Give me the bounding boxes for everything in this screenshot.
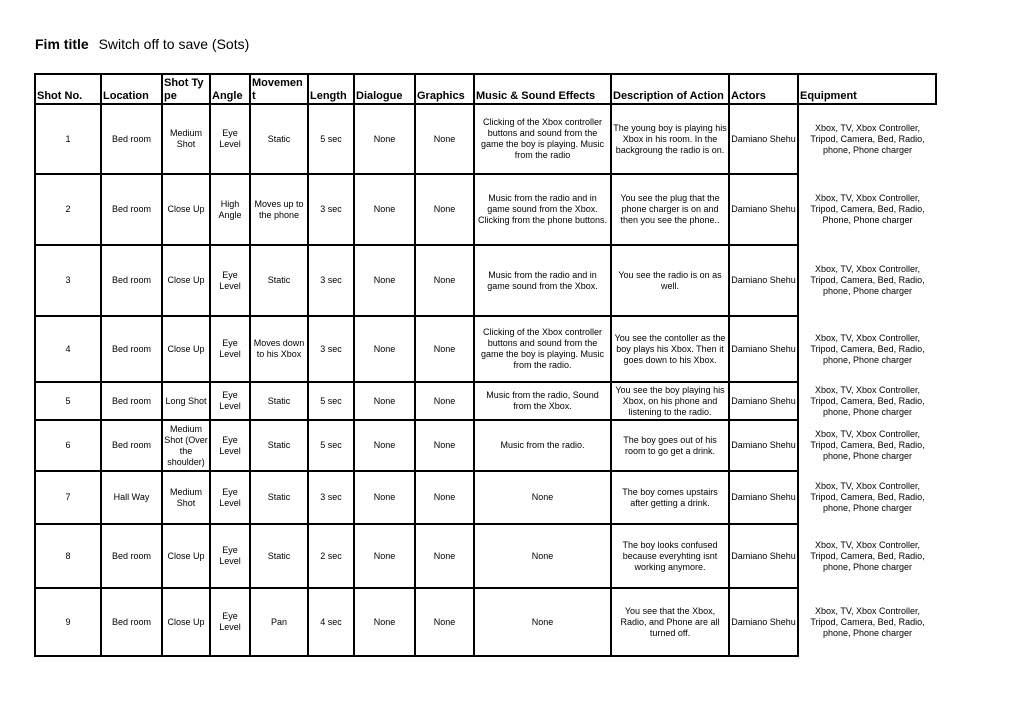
cell-location: Bed room bbox=[101, 174, 162, 245]
cell-equipment: Xbox, TV, Xbox Controller, Tripod, Camera, Bed, Radio, phone, Phone charger bbox=[798, 382, 936, 420]
cell-movement: Static bbox=[250, 245, 308, 316]
column-header-movement: Movement bbox=[250, 74, 308, 104]
cell-movement: Static bbox=[250, 104, 308, 174]
cell-shot-type: Medium Shot bbox=[162, 104, 210, 174]
table-row bbox=[35, 174, 936, 245]
cell-length: 3 sec bbox=[308, 471, 354, 524]
cell-actors: Damiano Shehu bbox=[729, 420, 798, 471]
cell-movement: Static bbox=[250, 524, 308, 588]
cell-description: The boy comes upstairs after getting a drink. bbox=[611, 471, 729, 524]
cell-shot-type: Close Up bbox=[162, 174, 210, 245]
cell-angle: Eye Level bbox=[210, 382, 250, 420]
cell-location: Hall Way bbox=[101, 471, 162, 524]
cell-equipment: Xbox, TV, Xbox Controller, Tripod, Camera, Bed, Radio, phone, Phone charger bbox=[798, 524, 936, 588]
cell-angle: Eye Level bbox=[210, 316, 250, 382]
cell-length: 3 sec bbox=[308, 174, 354, 245]
cell-actors: Damiano Shehu bbox=[729, 382, 798, 420]
film-title-value: Switch off to save (Sots) bbox=[98, 36, 250, 52]
cell-length: 5 sec bbox=[308, 420, 354, 471]
column-header-description: Description of Action bbox=[611, 74, 729, 104]
cell-equipment: Xbox, TV, Xbox Controller, Tripod, Camera, Bed, Radio, phone, Phone charger bbox=[798, 316, 936, 382]
column-header-angle: Angle bbox=[210, 74, 250, 104]
cell-music: None bbox=[474, 524, 611, 588]
cell-graphics: None bbox=[415, 174, 474, 245]
cell-equipment: Xbox, TV, Xbox Controller, Tripod, Camera, Bed, Radio, phone, Phone charger bbox=[798, 104, 936, 174]
cell-actors: Damiano Shehu bbox=[729, 471, 798, 524]
cell-description: You see the contoller as the boy plays his Xbox. Then it goes down to his Xbox. bbox=[611, 316, 729, 382]
cell-graphics: None bbox=[415, 104, 474, 174]
cell-music: None bbox=[474, 471, 611, 524]
cell-description: The young boy is playing his Xbox in his room. In the backgroung the radio is on. bbox=[611, 104, 729, 174]
table-row bbox=[35, 316, 936, 382]
column-header-location: Location bbox=[101, 74, 162, 104]
cell-movement: Static bbox=[250, 382, 308, 420]
cell-graphics: None bbox=[415, 471, 474, 524]
cell-angle: Eye Level bbox=[210, 471, 250, 524]
cell-equipment: Xbox, TV, Xbox Controller, Tripod, Camera, Bed, Radio, phone, Phone charger bbox=[798, 588, 936, 656]
cell-shot-no: 7 bbox=[35, 471, 101, 524]
cell-dialogue: None bbox=[354, 524, 415, 588]
column-header-music: Music & Sound Effects bbox=[474, 74, 611, 104]
cell-description: The boy goes out of his room to go get a drink. bbox=[611, 420, 729, 471]
cell-actors: Damiano Shehu bbox=[729, 588, 798, 656]
table-row bbox=[35, 588, 936, 656]
cell-music: Clicking of the Xbox controller buttons and sound from the game the boy is playing. Music from the radio bbox=[474, 104, 611, 174]
cell-length: 2 sec bbox=[308, 524, 354, 588]
cell-graphics: None bbox=[415, 524, 474, 588]
cell-dialogue: None bbox=[354, 588, 415, 656]
cell-equipment: Xbox, TV, Xbox Controller, Tripod, Camera, Bed, Radio, phone, Phone charger bbox=[798, 245, 936, 316]
cell-angle: Eye Level bbox=[210, 245, 250, 316]
shot-list-table bbox=[34, 73, 937, 657]
cell-movement: Moves up to the phone bbox=[250, 174, 308, 245]
table-body bbox=[35, 104, 936, 656]
table-row bbox=[35, 524, 936, 588]
cell-length: 3 sec bbox=[308, 316, 354, 382]
cell-shot-type: Close Up bbox=[162, 524, 210, 588]
cell-graphics: None bbox=[415, 420, 474, 471]
cell-shot-no: 9 bbox=[35, 588, 101, 656]
cell-dialogue: None bbox=[354, 382, 415, 420]
cell-music: Music from the radio, Sound from the Xbox. bbox=[474, 382, 611, 420]
cell-description: You see the boy playing his Xbox, on his phone and listening to the radio. bbox=[611, 382, 729, 420]
cell-shot-no: 3 bbox=[35, 245, 101, 316]
cell-length: 3 sec bbox=[308, 245, 354, 316]
table-row bbox=[35, 382, 936, 420]
cell-shot-no: 8 bbox=[35, 524, 101, 588]
cell-description: You see the plug that the phone charger is on and then you see the phone.. bbox=[611, 174, 729, 245]
cell-description: You see that the Xbox, Radio, and Phone are all turned off. bbox=[611, 588, 729, 656]
cell-shot-no: 5 bbox=[35, 382, 101, 420]
cell-shot-no: 4 bbox=[35, 316, 101, 382]
column-header-shot-type: Shot Type bbox=[162, 74, 210, 104]
cell-dialogue: None bbox=[354, 174, 415, 245]
header-row bbox=[35, 74, 936, 104]
column-header-dialogue: Dialogue bbox=[354, 74, 415, 104]
cell-location: Bed room bbox=[101, 245, 162, 316]
cell-shot-type: Medium Shot bbox=[162, 471, 210, 524]
cell-location: Bed room bbox=[101, 316, 162, 382]
cell-actors: Damiano Shehu bbox=[729, 245, 798, 316]
cell-dialogue: None bbox=[354, 471, 415, 524]
cell-movement: Moves down to his Xbox bbox=[250, 316, 308, 382]
cell-actors: Damiano Shehu bbox=[729, 524, 798, 588]
cell-actors: Damiano Shehu bbox=[729, 104, 798, 174]
cell-dialogue: None bbox=[354, 104, 415, 174]
film-title-label: Fim title bbox=[35, 36, 89, 52]
cell-angle: Eye Level bbox=[210, 104, 250, 174]
cell-movement: Pan bbox=[250, 588, 308, 656]
table-row bbox=[35, 471, 936, 524]
cell-description: You see the radio is on as well. bbox=[611, 245, 729, 316]
cell-shot-type: Medium Shot (Over the shoulder) bbox=[162, 420, 210, 471]
cell-actors: Damiano Shehu bbox=[729, 316, 798, 382]
cell-shot-type: Close Up bbox=[162, 245, 210, 316]
cell-music: Clicking of the Xbox controller buttons and sound from the game the boy is playing. Music from the radio. bbox=[474, 316, 611, 382]
cell-shot-type: Long Shot bbox=[162, 382, 210, 420]
table-row bbox=[35, 420, 936, 471]
column-header-actors: Actors bbox=[729, 74, 798, 104]
cell-dialogue: None bbox=[354, 316, 415, 382]
cell-dialogue: None bbox=[354, 420, 415, 471]
cell-equipment: Xbox, TV, Xbox Controller, Tripod, Camera, Bed, Radio, phone, Phone charger bbox=[798, 420, 936, 471]
cell-graphics: None bbox=[415, 382, 474, 420]
table-row bbox=[35, 245, 936, 316]
cell-length: 5 sec bbox=[308, 104, 354, 174]
cell-movement: Static bbox=[250, 420, 308, 471]
column-header-shot-no: Shot No. bbox=[35, 74, 101, 104]
cell-music: Music from the radio and in game sound from the Xbox. Clicking from the phone buttons. bbox=[474, 174, 611, 245]
cell-graphics: None bbox=[415, 588, 474, 656]
column-header-equipment: Equipment bbox=[798, 74, 936, 104]
cell-equipment: Xbox, TV, Xbox Controller, Tripod, Camera, Bed, Radio, phone, Phone charger bbox=[798, 471, 936, 524]
table-row bbox=[35, 104, 936, 174]
cell-movement: Static bbox=[250, 471, 308, 524]
cell-music: Music from the radio. bbox=[474, 420, 611, 471]
cell-location: Bed room bbox=[101, 382, 162, 420]
cell-dialogue: None bbox=[354, 245, 415, 316]
cell-music: None bbox=[474, 588, 611, 656]
cell-length: 4 sec bbox=[308, 588, 354, 656]
cell-angle: Eye Level bbox=[210, 524, 250, 588]
cell-length: 5 sec bbox=[308, 382, 354, 420]
cell-angle: High Angle bbox=[210, 174, 250, 245]
cell-graphics: None bbox=[415, 245, 474, 316]
cell-shot-no: 2 bbox=[35, 174, 101, 245]
cell-shot-no: 1 bbox=[35, 104, 101, 174]
cell-location: Bed room bbox=[101, 104, 162, 174]
cell-location: Bed room bbox=[101, 420, 162, 471]
column-header-graphics: Graphics bbox=[415, 74, 474, 104]
cell-actors: Damiano Shehu bbox=[729, 174, 798, 245]
cell-music: Music from the radio and in game sound from the Xbox. bbox=[474, 245, 611, 316]
cell-location: Bed room bbox=[101, 524, 162, 588]
cell-shot-no: 6 bbox=[35, 420, 101, 471]
film-title-line bbox=[35, 36, 249, 52]
cell-location: Bed room bbox=[101, 588, 162, 656]
cell-shot-type: Close Up bbox=[162, 588, 210, 656]
cell-angle: Eye Level bbox=[210, 420, 250, 471]
column-header-length: Length bbox=[308, 74, 354, 104]
cell-graphics: None bbox=[415, 316, 474, 382]
cell-description: The boy looks confused because everyhting isnt working anymore. bbox=[611, 524, 729, 588]
cell-angle: Eye Level bbox=[210, 588, 250, 656]
cell-equipment: Xbox, TV, Xbox Controller, Tripod, Camera, Bed, Radio, Phone, Phone charger bbox=[798, 174, 936, 245]
cell-shot-type: Close Up bbox=[162, 316, 210, 382]
